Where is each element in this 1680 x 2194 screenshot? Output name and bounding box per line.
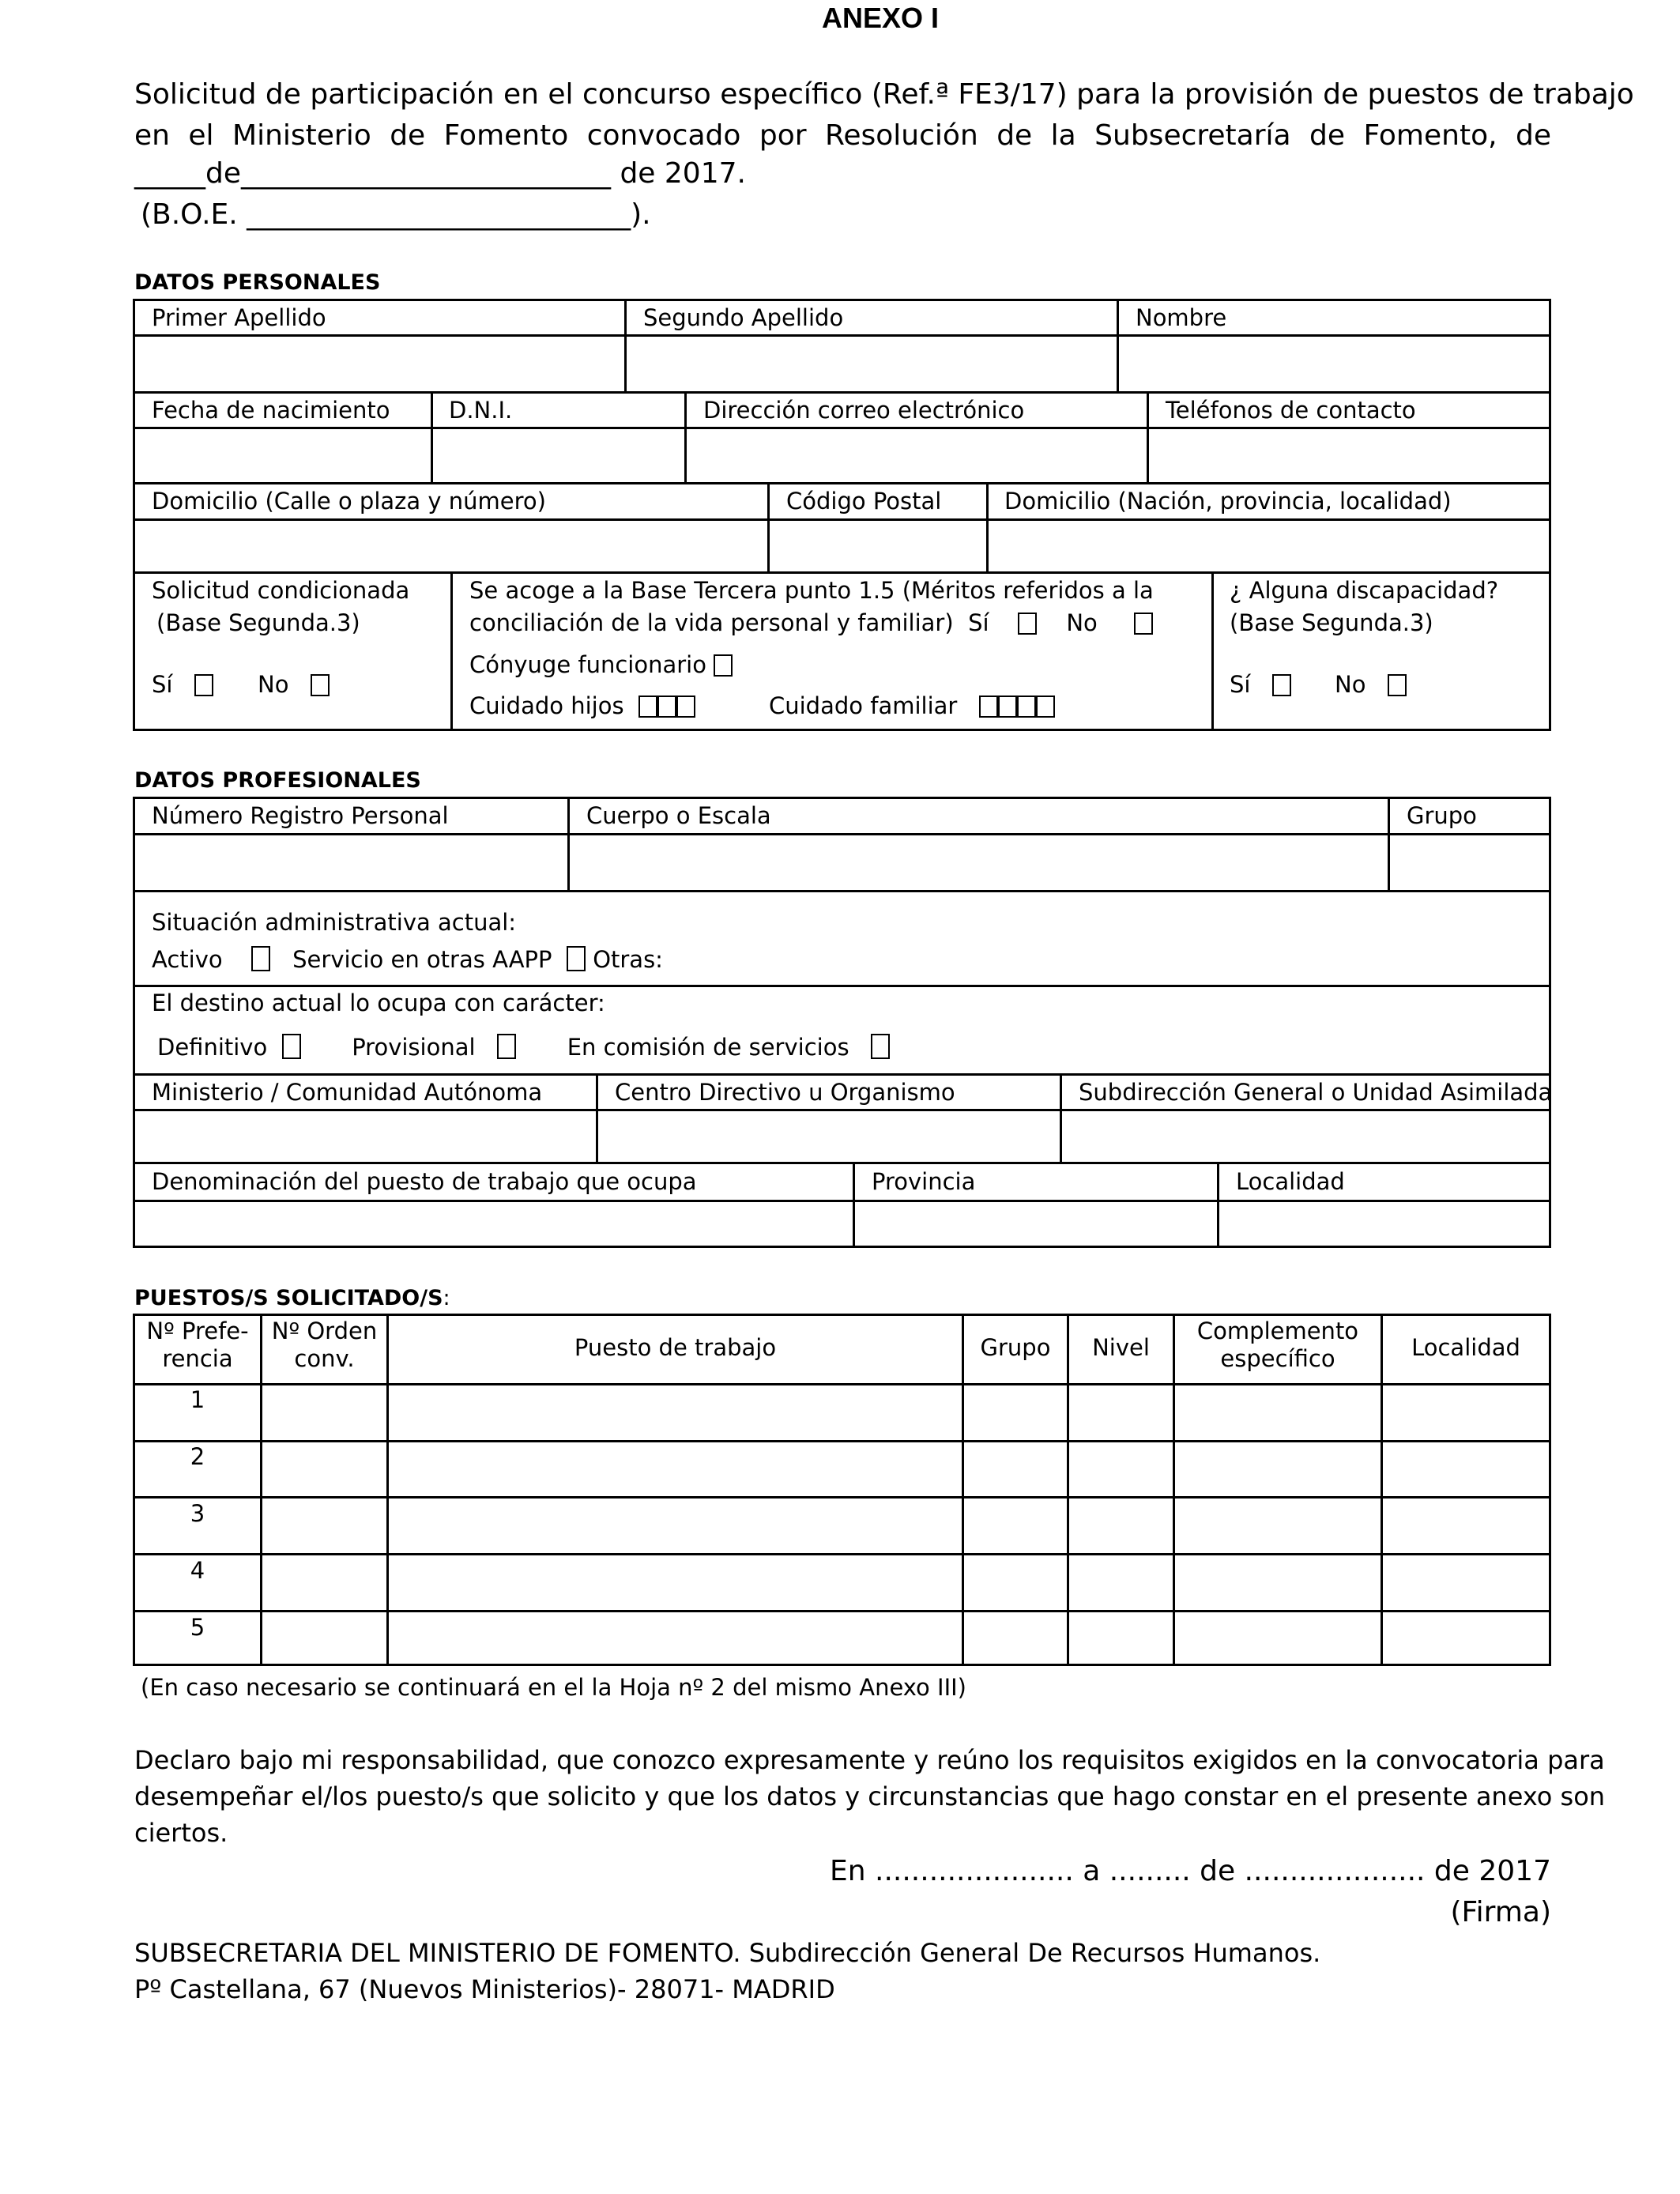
familiar-checkbox-4[interactable] (1036, 696, 1055, 718)
table-row: 5 (190, 1614, 205, 1641)
disc-si-option: Sí (1230, 671, 1291, 699)
label-ministerio: Ministerio / Comunidad Autónoma (152, 1079, 543, 1106)
cond-si-checkbox[interactable] (194, 674, 213, 696)
label-centro: Centro Directivo u Organismo (615, 1079, 955, 1106)
provisional-checkbox[interactable] (497, 1034, 516, 1059)
familiar-checkbox-1[interactable] (979, 696, 998, 718)
disc-no-checkbox[interactable] (1388, 674, 1407, 696)
input-primer-apellido[interactable] (135, 337, 624, 391)
label-cuidado-familiar: Cuidado familiar (769, 692, 1055, 720)
lugar-fecha: En ...................... a ......... de .................... de 2017 (830, 1855, 1551, 1887)
label-nrp: Número Registro Personal (152, 802, 449, 829)
input-centro[interactable] (598, 1111, 1060, 1162)
input-grupo[interactable] (1390, 835, 1549, 890)
label-destino: El destino actual lo ocupa con carácter: (152, 990, 605, 1016)
label-denominacion: Denominación del puesto de trabajo que ocupa (152, 1168, 697, 1195)
label-primer-apellido: Primer Apellido (152, 304, 326, 331)
base-si-checkbox[interactable] (1018, 613, 1037, 635)
label-discapacidad: ¿ Alguna discapacidad? (1230, 577, 1499, 604)
label-telefonos: Teléfonos de contacto (1166, 397, 1416, 424)
label-conyuge: Cónyuge funcionario (469, 651, 733, 679)
col-grupo: Grupo (980, 1334, 1051, 1361)
declaracion-line-1: Declaro bajo mi responsabilidad, que conozco expresamente y reúno los requisitos exigidos en la convocatoria para (134, 1745, 1605, 1775)
label-situacion: Situación administrativa actual: (152, 909, 517, 936)
input-denominacion[interactable] (135, 1202, 853, 1246)
input-nrp[interactable] (135, 835, 567, 890)
label-nombre: Nombre (1136, 304, 1227, 331)
definitivo-option: Definitivo Provisional En comisión de servicios (157, 1034, 890, 1061)
table-row: 4 (190, 1557, 205, 1584)
label-base-segunda: (Base Segunda.3) (156, 609, 360, 636)
label-domicilio-nacion: Domicilio (Nación, provincia, localidad) (1004, 488, 1452, 515)
section-datos-personales: DATOS PERSONALES (134, 270, 381, 295)
input-localidad[interactable] (1219, 1202, 1549, 1246)
label-fecha-nacimiento: Fecha de nacimiento (152, 397, 390, 424)
col-preferencia: Nº Prefe- rencia (146, 1318, 249, 1372)
input-provincia[interactable] (855, 1202, 1217, 1246)
input-fecha-nacimiento[interactable] (135, 429, 431, 482)
input-nombre[interactable] (1119, 337, 1549, 391)
intro-date-line: _____de__________________________ de 2017. (134, 157, 746, 190)
footer-line-1: SUBSECRETARIA DEL MINISTERIO DE FOMENTO. Subdirección General De Recursos Humanos. (134, 1938, 1321, 1968)
intro-boe-line: (B.O.E. ___________________________). (141, 198, 651, 231)
label-conciliacion: conciliación de la vida personal y familiar) Sí No (469, 609, 1153, 637)
input-ministerio[interactable] (135, 1111, 596, 1162)
familiar-checkbox-3[interactable] (1017, 696, 1036, 718)
label-cuidado-hijos: Cuidado hijos (469, 692, 695, 720)
label-provincia: Provincia (872, 1168, 976, 1195)
col-nivel: Nivel (1092, 1334, 1150, 1361)
familiar-checkbox-2[interactable] (998, 696, 1017, 718)
intro-line-2: en el Ministerio de Fomento convocado por Resolución de la Subsecretaría de Fomento, de (134, 119, 1551, 152)
hijos-checkbox-3[interactable] (676, 696, 695, 718)
hijos-checkbox-2[interactable] (657, 696, 676, 718)
label-grupo: Grupo (1407, 802, 1477, 829)
label-codigo-postal: Código Postal (786, 488, 942, 515)
activo-checkbox[interactable] (251, 946, 270, 971)
disc-no-option: No (1335, 671, 1407, 699)
label-subdireccion: Subdirección General o Unidad Asimilada (1079, 1079, 1553, 1106)
declaracion-line-2: desempeñar el/los puesto/s que solicito y que los datos y circunstancias que hago constar en el presente anexo son (134, 1781, 1606, 1811)
input-telefonos[interactable] (1149, 429, 1549, 482)
activo-option: Activo Servicio en otras AAPP Otras: (152, 946, 663, 973)
definitivo-checkbox[interactable] (282, 1034, 301, 1059)
disc-si-checkbox[interactable] (1272, 674, 1291, 696)
col-complemento: Complemento específico (1196, 1318, 1359, 1372)
puestos-note: (En caso necesario se continuará en el la Hoja nº 2 del mismo Anexo III) (141, 1674, 966, 1701)
label-segundo-apellido: Segundo Apellido (643, 304, 844, 331)
input-domicilio-nacion[interactable] (989, 521, 1549, 571)
cond-si-option: Sí (152, 671, 213, 699)
input-segundo-apellido[interactable] (627, 337, 1117, 391)
label-domicilio: Domicilio (Calle o plaza y número) (152, 488, 546, 515)
section-puestos: PUESTOS/S SOLICITADO/S: (134, 1286, 450, 1310)
section-datos-profesionales: DATOS PROFESIONALES (134, 768, 421, 793)
conyuge-checkbox[interactable] (714, 654, 733, 677)
base-no-checkbox[interactable] (1134, 613, 1153, 635)
servicio-aapp-checkbox[interactable] (567, 946, 586, 971)
input-domicilio[interactable] (135, 521, 767, 571)
label-dni: D.N.I. (449, 397, 513, 424)
table-row: 2 (190, 1443, 205, 1470)
input-subdireccion[interactable] (1062, 1111, 1549, 1162)
col-puesto: Puesto de trabajo (574, 1334, 777, 1361)
footer-line-2: Pº Castellana, 67 (Nuevos Ministerios)- 28071- MADRID (134, 1974, 835, 2004)
label-email: Dirección correo electrónico (703, 397, 1025, 424)
comision-checkbox[interactable] (871, 1034, 890, 1059)
input-codigo-postal[interactable] (770, 521, 986, 571)
hijos-checkbox-1[interactable] (638, 696, 657, 718)
cond-no-checkbox[interactable] (311, 674, 330, 696)
col-orden: Nº Orden conv. (271, 1318, 378, 1372)
table-row: 1 (190, 1386, 205, 1413)
input-dni[interactable] (433, 429, 684, 482)
declaracion-line-3: ciertos. (134, 1818, 228, 1848)
label-cuerpo: Cuerpo o Escala (586, 802, 771, 829)
table-row: 3 (190, 1500, 205, 1527)
label-solicitud-condicionada: Solicitud condicionada (152, 577, 410, 604)
col-localidad: Localidad (1411, 1334, 1520, 1361)
cond-no-option: No (258, 671, 330, 699)
page-title: ANEXO I (822, 2, 940, 34)
label-disc-base: (Base Segunda.3) (1230, 609, 1433, 636)
firma-label: (Firma) (1450, 1896, 1551, 1928)
input-email[interactable] (687, 429, 1147, 482)
label-localidad: Localidad (1236, 1168, 1345, 1195)
input-cuerpo[interactable] (570, 835, 1388, 890)
intro-line-1: Solicitud de participación en el concurso específico (Ref.ª FE3/17) para la provisión de puestos de trabajo (134, 78, 1634, 111)
label-base-tercera: Se acoge a la Base Tercera punto 1.5 (Méritos referidos a la (469, 577, 1154, 604)
